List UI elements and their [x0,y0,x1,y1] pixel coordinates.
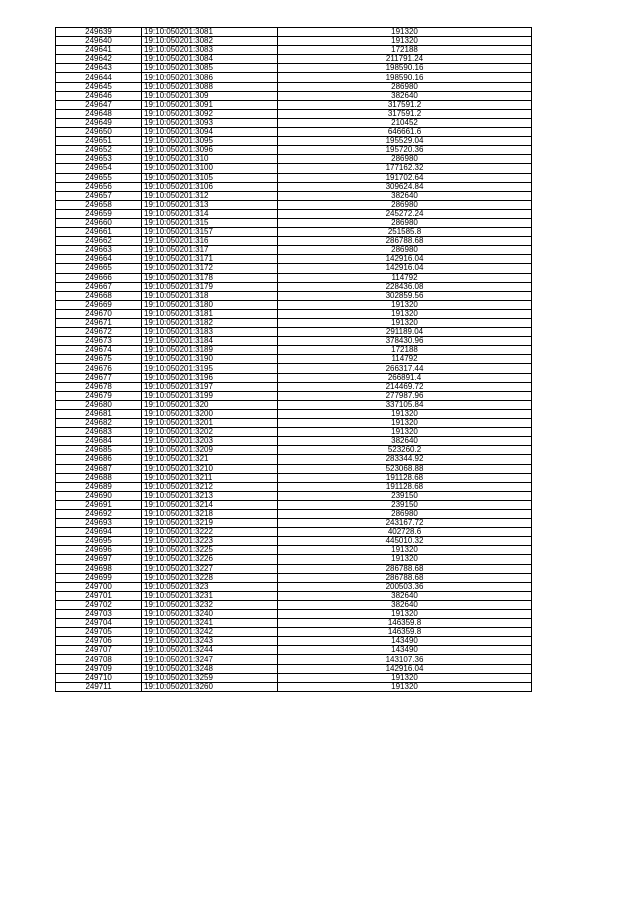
cadastral-number-cell: 19:10:050201:317 [142,246,278,255]
id-cell: 249699 [56,573,142,582]
cadastral-number-cell: 19:10:050201:3181 [142,309,278,318]
table-row [56,118,532,127]
id-cell: 249661 [56,228,142,237]
value-cell: 191320 [278,409,532,418]
value-cell: 266891.4 [278,373,532,382]
value-cell: 382640 [278,91,532,100]
table-row [56,137,532,146]
id-cell: 249650 [56,128,142,137]
table-row [56,382,532,391]
id-cell: 249702 [56,600,142,609]
table-row [56,191,532,200]
value-cell: 198590.16 [278,73,532,82]
table-row [56,655,532,664]
cadastral-number-cell: 19:10:050201:3241 [142,619,278,628]
id-cell: 249700 [56,582,142,591]
table-row [56,164,532,173]
value-cell: 211791.24 [278,55,532,64]
table-row [56,46,532,55]
id-cell: 249698 [56,564,142,573]
value-cell: 191128.68 [278,482,532,491]
table-row [56,464,532,473]
id-cell: 249710 [56,673,142,682]
cadastral-number-cell: 19:10:050201:314 [142,209,278,218]
table-row [56,264,532,273]
value-cell: 402728.6 [278,528,532,537]
id-cell: 249662 [56,237,142,246]
id-cell: 249659 [56,209,142,218]
value-cell: 378430.96 [278,337,532,346]
cadastral-number-cell: 19:10:050201:310 [142,155,278,164]
id-cell: 249685 [56,446,142,455]
value-cell: 195720.36 [278,146,532,155]
table-row [56,573,532,582]
id-cell: 249668 [56,291,142,300]
table-row [56,128,532,137]
cadastral-number-cell: 19:10:050201:3179 [142,282,278,291]
cadastral-number-cell: 19:10:050201:3228 [142,573,278,582]
data-table [55,27,532,692]
id-cell: 249669 [56,300,142,309]
table-row [56,409,532,418]
id-cell: 249657 [56,191,142,200]
table-row [56,300,532,309]
value-cell: 286980 [278,200,532,209]
id-cell: 249690 [56,491,142,500]
cadastral-number-cell: 19:10:050201:3222 [142,528,278,537]
value-cell: 191320 [278,300,532,309]
cadastral-number-cell: 19:10:050201:3211 [142,473,278,482]
cadastral-number-cell: 19:10:050201:312 [142,191,278,200]
cadastral-number-cell: 19:10:050201:3200 [142,409,278,418]
table-row [56,591,532,600]
cadastral-number-cell: 19:10:050201:3100 [142,164,278,173]
id-cell: 249683 [56,428,142,437]
table-row [56,391,532,400]
value-cell: 523068.88 [278,464,532,473]
cadastral-number-cell: 19:10:050201:3225 [142,546,278,555]
id-cell: 249649 [56,118,142,127]
table-row [56,291,532,300]
cadastral-number-cell: 19:10:050201:3180 [142,300,278,309]
id-cell: 249679 [56,391,142,400]
cadastral-number-cell: 19:10:050201:3227 [142,564,278,573]
value-cell: 172188 [278,46,532,55]
id-cell: 249654 [56,164,142,173]
id-cell: 249711 [56,682,142,691]
value-cell: 146359.8 [278,628,532,637]
cadastral-number-cell: 19:10:050201:315 [142,218,278,227]
id-cell: 249695 [56,537,142,546]
cadastral-number-cell: 19:10:050201:3095 [142,137,278,146]
table-row [56,273,532,282]
id-cell: 249647 [56,100,142,109]
id-cell: 249645 [56,82,142,91]
table-row [56,455,532,464]
table-row [56,482,532,491]
table-row [56,237,532,246]
id-cell: 249672 [56,328,142,337]
id-cell: 249689 [56,482,142,491]
table-row [56,100,532,109]
table-row [56,328,532,337]
table-row [56,73,532,82]
table-row [56,173,532,182]
cadastral-number-cell: 19:10:050201:3201 [142,419,278,428]
table-row [56,637,532,646]
table-row [56,218,532,227]
value-cell: 191320 [278,610,532,619]
value-cell: 214469.72 [278,382,532,391]
id-cell: 249674 [56,346,142,355]
table-row [56,200,532,209]
id-cell: 249666 [56,273,142,282]
cadastral-number-cell: 19:10:050201:3231 [142,591,278,600]
cadastral-number-cell: 19:10:050201:3213 [142,491,278,500]
value-cell: 286980 [278,509,532,518]
id-cell: 249686 [56,455,142,464]
id-cell: 249687 [56,464,142,473]
value-cell: 382640 [278,591,532,600]
table-row [56,582,532,591]
table-row [56,55,532,64]
value-cell: 291189.04 [278,328,532,337]
value-cell: 646661.6 [278,128,532,137]
table-row [56,628,532,637]
id-cell: 249671 [56,319,142,328]
table-row [56,109,532,118]
cadastral-number-cell: 19:10:050201:309 [142,91,278,100]
value-cell: 191702.64 [278,173,532,182]
value-cell: 146359.8 [278,619,532,628]
id-cell: 249706 [56,637,142,646]
cadastral-number-cell: 19:10:050201:3190 [142,355,278,364]
value-cell: 239150 [278,491,532,500]
table-row [56,437,532,446]
table-row [56,537,532,546]
value-cell: 382640 [278,437,532,446]
table-row [56,82,532,91]
cadastral-number-cell: 19:10:050201:3202 [142,428,278,437]
cadastral-number-cell: 19:10:050201:3259 [142,673,278,682]
value-cell: 172188 [278,346,532,355]
cadastral-number-cell: 19:10:050201:3184 [142,337,278,346]
cadastral-number-cell: 19:10:050201:323 [142,582,278,591]
table-row [56,37,532,46]
id-cell: 249677 [56,373,142,382]
cadastral-number-cell: 19:10:050201:3248 [142,664,278,673]
table-row [56,355,532,364]
cadastral-number-cell: 19:10:050201:3242 [142,628,278,637]
id-cell: 249705 [56,628,142,637]
id-cell: 249663 [56,246,142,255]
cadastral-number-cell: 19:10:050201:3096 [142,146,278,155]
table-row [56,419,532,428]
id-cell: 249667 [56,282,142,291]
cadastral-number-cell: 19:10:050201:3199 [142,391,278,400]
id-cell: 249692 [56,509,142,518]
cadastral-number-cell: 19:10:050201:3094 [142,128,278,137]
value-cell: 114792 [278,355,532,364]
value-cell: 286980 [278,82,532,91]
value-cell: 286980 [278,155,532,164]
value-cell: 191320 [278,37,532,46]
table-row [56,600,532,609]
cadastral-number-cell: 19:10:050201:3157 [142,228,278,237]
table-row [56,528,532,537]
value-cell: 143490 [278,637,532,646]
value-cell: 191320 [278,28,532,37]
table-row [56,319,532,328]
table-row [56,519,532,528]
id-cell: 249696 [56,546,142,555]
value-cell: 191320 [278,682,532,691]
cadastral-number-cell: 19:10:050201:3212 [142,482,278,491]
table-row [56,428,532,437]
table-row [56,373,532,382]
cadastral-number-cell: 19:10:050201:3083 [142,46,278,55]
cadastral-number-cell: 19:10:050201:3093 [142,118,278,127]
id-cell: 249682 [56,419,142,428]
cadastral-number-cell: 19:10:050201:3088 [142,82,278,91]
cadastral-number-cell: 19:10:050201:3082 [142,37,278,46]
table-row [56,146,532,155]
cadastral-number-cell: 19:10:050201:3196 [142,373,278,382]
value-cell: 302859.56 [278,291,532,300]
id-cell: 249652 [56,146,142,155]
value-cell: 143490 [278,646,532,655]
value-cell: 191320 [278,428,532,437]
value-cell: 191320 [278,419,532,428]
cadastral-number-cell: 19:10:050201:3219 [142,519,278,528]
table-row [56,664,532,673]
value-cell: 198590.16 [278,64,532,73]
table-row [56,364,532,373]
id-cell: 249640 [56,37,142,46]
value-cell: 286788.68 [278,573,532,582]
cadastral-number-cell: 19:10:050201:3178 [142,273,278,282]
value-cell: 337105.84 [278,400,532,409]
id-cell: 249708 [56,655,142,664]
cadastral-number-cell: 19:10:050201:3197 [142,382,278,391]
table-row [56,309,532,318]
cadastral-number-cell: 19:10:050201:3209 [142,446,278,455]
value-cell: 239150 [278,500,532,509]
id-cell: 249680 [56,400,142,409]
cadastral-number-cell: 19:10:050201:3260 [142,682,278,691]
value-cell: 243167.72 [278,519,532,528]
table-row [56,255,532,264]
cadastral-number-cell: 19:10:050201:318 [142,291,278,300]
cadastral-number-cell: 19:10:050201:321 [142,455,278,464]
cadastral-number-cell: 19:10:050201:3081 [142,28,278,37]
table-row [56,555,532,564]
table-row [56,646,532,655]
cadastral-number-cell: 19:10:050201:3243 [142,637,278,646]
cadastral-number-cell: 19:10:050201:3223 [142,537,278,546]
value-cell: 177162.32 [278,164,532,173]
id-cell: 249697 [56,555,142,564]
id-cell: 249642 [56,55,142,64]
value-cell: 266317.44 [278,364,532,373]
id-cell: 249681 [56,409,142,418]
table-row [56,64,532,73]
id-cell: 249675 [56,355,142,364]
value-cell: 382640 [278,600,532,609]
value-cell: 191128.68 [278,473,532,482]
value-cell: 195529.04 [278,137,532,146]
cadastral-number-cell: 19:10:050201:3182 [142,319,278,328]
cadastral-number-cell: 19:10:050201:3084 [142,55,278,64]
id-cell: 249688 [56,473,142,482]
value-cell: 142916.04 [278,664,532,673]
table-row [56,346,532,355]
value-cell: 286980 [278,246,532,255]
value-cell: 382640 [278,191,532,200]
id-cell: 249648 [56,109,142,118]
id-cell: 249643 [56,64,142,73]
table-row [56,182,532,191]
table-row [56,673,532,682]
cadastral-number-cell: 19:10:050201:313 [142,200,278,209]
value-cell: 286788.68 [278,237,532,246]
table-row [56,546,532,555]
id-cell: 249678 [56,382,142,391]
table-row [56,610,532,619]
cadastral-number-cell: 19:10:050201:3203 [142,437,278,446]
id-cell: 249646 [56,91,142,100]
table-row [56,282,532,291]
cadastral-number-cell: 19:10:050201:3226 [142,555,278,564]
value-cell: 143107.36 [278,655,532,664]
cadastral-number-cell: 19:10:050201:3106 [142,182,278,191]
value-cell: 317591.2 [278,100,532,109]
id-cell: 249658 [56,200,142,209]
table-row [56,337,532,346]
cadastral-number-cell: 19:10:050201:3240 [142,610,278,619]
value-cell: 251585.8 [278,228,532,237]
cadastral-number-cell: 19:10:050201:3195 [142,364,278,373]
table-row [56,209,532,218]
id-cell: 249670 [56,309,142,318]
cadastral-number-cell: 19:10:050201:3105 [142,173,278,182]
cadastral-number-cell: 19:10:050201:3091 [142,100,278,109]
cadastral-number-cell: 19:10:050201:3218 [142,509,278,518]
id-cell: 249684 [56,437,142,446]
id-cell: 249704 [56,619,142,628]
cadastral-number-cell: 19:10:050201:3171 [142,255,278,264]
table-row [56,446,532,455]
value-cell: 191320 [278,319,532,328]
table-row [56,155,532,164]
value-cell: 142916.04 [278,255,532,264]
id-cell: 249660 [56,218,142,227]
table-row [56,500,532,509]
table-body [56,28,532,692]
value-cell: 114792 [278,273,532,282]
value-cell: 228436.08 [278,282,532,291]
table-row [56,246,532,255]
value-cell: 286980 [278,218,532,227]
value-cell: 309624.84 [278,182,532,191]
value-cell: 191320 [278,309,532,318]
id-cell: 249639 [56,28,142,37]
value-cell: 210452 [278,118,532,127]
table-row [56,619,532,628]
cadastral-number-cell: 19:10:050201:3085 [142,64,278,73]
value-cell: 142916.04 [278,264,532,273]
table-row [56,491,532,500]
id-cell: 249665 [56,264,142,273]
table-row [56,91,532,100]
id-cell: 249664 [56,255,142,264]
table-row [56,509,532,518]
table-row [56,473,532,482]
table-row [56,564,532,573]
table-row [56,400,532,409]
table-row [56,28,532,37]
cadastral-number-cell: 19:10:050201:3210 [142,464,278,473]
value-cell: 283344.92 [278,455,532,464]
id-cell: 249707 [56,646,142,655]
value-cell: 286788.68 [278,564,532,573]
id-cell: 249709 [56,664,142,673]
cadastral-number-cell: 19:10:050201:3189 [142,346,278,355]
value-cell: 317591.2 [278,109,532,118]
id-cell: 249653 [56,155,142,164]
table-row [56,228,532,237]
cadastral-number-cell: 19:10:050201:3086 [142,73,278,82]
cadastral-number-cell: 19:10:050201:3172 [142,264,278,273]
value-cell: 523260.2 [278,446,532,455]
cadastral-number-cell: 19:10:050201:316 [142,237,278,246]
value-cell: 200503.36 [278,582,532,591]
id-cell: 249691 [56,500,142,509]
value-cell: 191320 [278,546,532,555]
value-cell: 191320 [278,673,532,682]
id-cell: 249701 [56,591,142,600]
cadastral-number-cell: 19:10:050201:3244 [142,646,278,655]
id-cell: 249641 [56,46,142,55]
id-cell: 249676 [56,364,142,373]
id-cell: 249656 [56,182,142,191]
id-cell: 249644 [56,73,142,82]
id-cell: 249694 [56,528,142,537]
id-cell: 249655 [56,173,142,182]
cadastral-number-cell: 19:10:050201:3092 [142,109,278,118]
cadastral-number-cell: 19:10:050201:320 [142,400,278,409]
cadastral-number-cell: 19:10:050201:3214 [142,500,278,509]
id-cell: 249703 [56,610,142,619]
value-cell: 245272.24 [278,209,532,218]
id-cell: 249693 [56,519,142,528]
value-cell: 191320 [278,555,532,564]
id-cell: 249673 [56,337,142,346]
table-row [56,682,532,691]
value-cell: 277987.96 [278,391,532,400]
cadastral-number-cell: 19:10:050201:3232 [142,600,278,609]
value-cell: 445010.32 [278,537,532,546]
cadastral-number-cell: 19:10:050201:3247 [142,655,278,664]
cadastral-number-cell: 19:10:050201:3183 [142,328,278,337]
id-cell: 249651 [56,137,142,146]
